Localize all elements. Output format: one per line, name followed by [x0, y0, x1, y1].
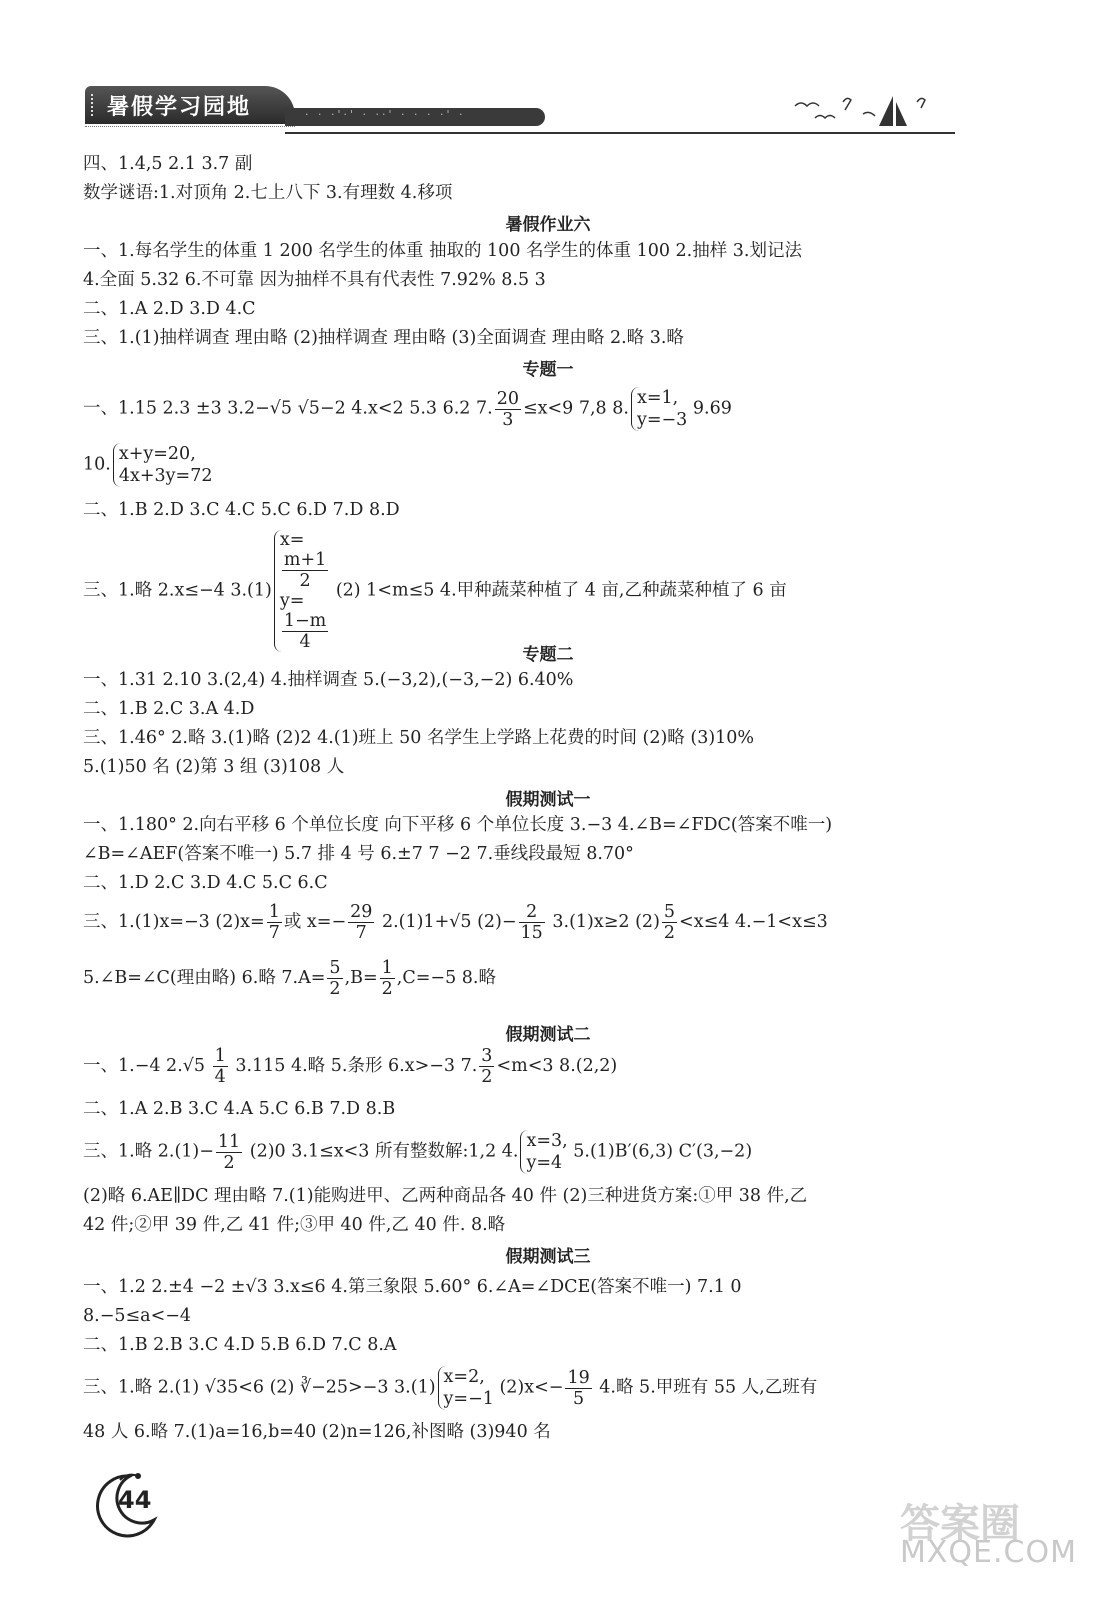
answer-line: [83, 1366, 817, 1410]
fraction: [267, 902, 282, 943]
answer-line: 4.全面 5.32 6.不可靠 因为抽样不具有代表性 7.92% 8.5 3: [83, 270, 546, 290]
answer-line: [83, 902, 828, 943]
birds-sailboat-icon: [785, 88, 945, 132]
answer-text: (2) 1<m≤5 4.甲种蔬菜种植了 4 亩,乙种蔬菜种植了 6 亩: [335, 580, 787, 601]
answer-line: 二、1.B 2.C 3.A 4.D: [83, 699, 255, 719]
answer-text: <m<3 8.(2,2): [496, 1056, 618, 1076]
section-title: 专题二: [522, 645, 574, 665]
denominator: 2: [223, 1152, 235, 1173]
equation: y=−3: [636, 410, 688, 430]
answer-line: 5.(1)50 名 (2)第 3 组 (3)108 人: [83, 757, 345, 777]
answer-text: 三、1.略 2.x≤−4 3.(1): [83, 580, 272, 601]
answer-line: [83, 1130, 752, 1174]
denominator: 2: [299, 571, 311, 591]
watermark-logo: 答案圈: [900, 1501, 1020, 1547]
answer-line: 二、1.D 2.C 3.D 4.C 5.C 6.C: [83, 873, 328, 893]
equation-system: [520, 1130, 567, 1174]
answer-text: 5.∠B=∠C(理由略) 6.略 7.A=: [83, 968, 326, 988]
fraction: [327, 958, 342, 999]
answer-line: 三、1.46° 2.略 3.(1)略 (2)2 4.(1)班上 50 名学生上学路上花费的时间 (2)略 (3)10%: [83, 728, 755, 748]
fraction: [495, 389, 521, 430]
answer-line: 42 件;②甲 39 件,乙 41 件;③甲 40 件,乙 40 件. 8.略: [83, 1215, 506, 1235]
answer-text: ,B=: [344, 968, 378, 988]
answer-line: 四、1.4,5 2.1 3.7 副: [83, 154, 253, 174]
page-header: [85, 80, 965, 142]
answer-line: 一、1.180° 2.向右平移 6 个单位长度 向下平移 6 个单位长度 3.−3 4.∠B=∠FDC(答案不唯一): [83, 815, 833, 835]
answer-text: 5.(1)B′(6,3) C′(3,−2): [567, 1141, 753, 1162]
answer-text: 4.略 5.甲班有 55 人,乙班有: [593, 1377, 818, 1398]
answer-line: 二、1.A 2.D 3.D 4.C: [83, 299, 256, 319]
answer-text: 2.(1)1+√5 (2)−: [376, 912, 517, 932]
denominator: 7: [268, 923, 280, 943]
header-strip: [285, 108, 545, 126]
answer-line: [83, 443, 212, 487]
equation-system: [113, 443, 213, 487]
denominator: 2: [329, 979, 341, 999]
answer-text: ≤x<9 7,8 8.: [522, 398, 629, 419]
equation-system: [274, 530, 330, 652]
numerator: 3: [481, 1046, 493, 1066]
answer-text: 3.(1)x≥2 (2): [546, 912, 660, 932]
numerator: 20: [496, 388, 519, 409]
answer-line: 8.−5≤a<−4: [83, 1306, 192, 1326]
answer-line: 二、1.B 2.B 3.C 4.D 5.B 6.D 7.C 8.A: [83, 1335, 397, 1355]
answer-line: 一、1.31 2.10 3.(2,4) 4.抽样调查 5.(−3,2),(−3,−2) 6.40%: [83, 670, 574, 690]
page-number: 44: [118, 1486, 152, 1514]
fraction: [662, 902, 677, 943]
answer-line: 二、1.B 2.D 3.C 4.C 5.C 6.D 7.D 8.D: [83, 500, 400, 520]
numerator: 1: [268, 902, 280, 922]
answer-text: 一、1.−4 2.√5: [83, 1056, 206, 1076]
section-title: 假期测试二: [505, 1025, 591, 1045]
answer-line: 48 人 6.略 7.(1)a=16,b=40 (2)n=126,补图略 (3)940 名: [83, 1422, 551, 1442]
answer-line: [83, 387, 732, 431]
header-title: 暑假学习园地: [85, 86, 295, 124]
equation: x+y=20,: [118, 444, 196, 464]
answer-text: 9.69: [692, 398, 732, 419]
equation: [280, 530, 330, 591]
equation: x=1,: [636, 388, 679, 408]
fraction: [380, 958, 395, 999]
denominator: 2: [381, 979, 393, 999]
denominator: 3: [502, 409, 514, 430]
answer-text: ,C=−5 8.略: [396, 968, 496, 988]
equation-system: [631, 387, 687, 431]
answer-line: 二、1.A 2.B 3.C 4.A 5.C 6.B 7.D 8.B: [83, 1099, 396, 1119]
fraction: [519, 902, 545, 943]
denominator: 2: [663, 923, 676, 943]
equation: x=2,: [443, 1367, 485, 1387]
denominator: 4: [299, 632, 311, 652]
section-title: 暑假作业六: [505, 215, 591, 235]
answer-text: 一、1.15 2.3 ±3 3.2−√5 √5−2 4.x<2 5.3 6.2 7.: [83, 398, 493, 419]
answer-text: 三、1.略 2.(1)−: [83, 1141, 214, 1162]
header-divider: [85, 126, 295, 128]
denominator: 15: [520, 923, 543, 943]
answer-line: [83, 958, 496, 999]
fraction: [348, 902, 374, 943]
answer-text: 或 x=−: [283, 912, 347, 932]
numerator: 29: [350, 902, 373, 922]
equation: y=−1: [443, 1389, 494, 1409]
numerator: 1: [381, 958, 393, 978]
equation-system: [438, 1366, 494, 1410]
fraction: [282, 550, 328, 591]
answer-text: 三、1.(1)x=−3 (2)x=: [83, 912, 265, 932]
answer-text: 3.115 4.略 5.条形 6.x>−3 7.: [229, 1056, 478, 1076]
fraction: [565, 1368, 591, 1409]
numerator: 11: [217, 1131, 241, 1152]
equation: y=4: [526, 1153, 563, 1173]
numerator: m+1: [283, 550, 327, 570]
numerator: 1−m: [283, 611, 327, 631]
answer-line: (2)略 6.AE∥DC 理由略 7.(1)能购进甲、乙两种商品各 40 件 (2)三种进货方案:①甲 38 件,乙: [83, 1186, 808, 1206]
fraction: [479, 1046, 494, 1087]
answer-text: <x≤4 4.−1<x≤3: [679, 912, 828, 932]
denominator: 5: [573, 1388, 585, 1409]
answer-line: [83, 1046, 617, 1087]
numerator: 5: [663, 902, 676, 922]
answer-text: 10.: [83, 454, 111, 475]
header-rule: [285, 132, 955, 134]
section-title: 假期测试一: [505, 790, 591, 810]
fraction: [216, 1132, 242, 1173]
equation-lhs: y=: [279, 591, 305, 611]
denominator: 7: [355, 923, 367, 943]
answer-text: (2)x<−: [493, 1377, 564, 1398]
section-title: 专题一: [522, 360, 574, 380]
answer-line: 数学谜语:1.对顶角 2.七上八下 3.有理数 4.移项: [83, 183, 453, 203]
answer-line: 一、1.每名学生的体重 1 200 名学生的体重 抽取的 100 名学生的体重 100 2.抽样 3.划记法: [83, 241, 802, 261]
answer-text: (2)0 3.1≤x<3 所有整数解:1,2 4.: [244, 1141, 519, 1162]
denominator: 2: [481, 1067, 493, 1087]
equation-lhs: x=: [279, 530, 305, 550]
answer-text: 三、1.略 2.(1) √35<6 (2) ∛−25>−3 3.(1): [83, 1377, 436, 1398]
denominator: 4: [214, 1067, 226, 1087]
answer-line: ∠B=∠AEF(答案不唯一) 5.7 排 4 号 6.±7 7 −2 7.垂线段最短 8.70°: [83, 844, 634, 864]
fraction: [213, 1046, 228, 1087]
numerator: 19: [567, 1367, 590, 1388]
watermark: MXQE.COM: [900, 1535, 1077, 1570]
numerator: 1: [214, 1046, 226, 1066]
numerator: 5: [329, 958, 341, 978]
section-title: 假期测试三: [505, 1247, 591, 1267]
numerator: 2: [519, 902, 545, 923]
equation: 4x+3y=72: [118, 466, 213, 486]
answer-line: 一、1.2 2.±4 −2 ±√3 3.x≤6 4.第三象限 5.60° 6.∠A=∠DCE(答案不唯一) 7.1 0: [83, 1277, 742, 1297]
equation: x=3,: [526, 1131, 568, 1151]
answer-line: [83, 530, 787, 652]
answer-line: 三、1.(1)抽样调查 理由略 (2)抽样调查 理由略 (3)全面调查 理由略 2.略 3.略: [83, 328, 684, 348]
